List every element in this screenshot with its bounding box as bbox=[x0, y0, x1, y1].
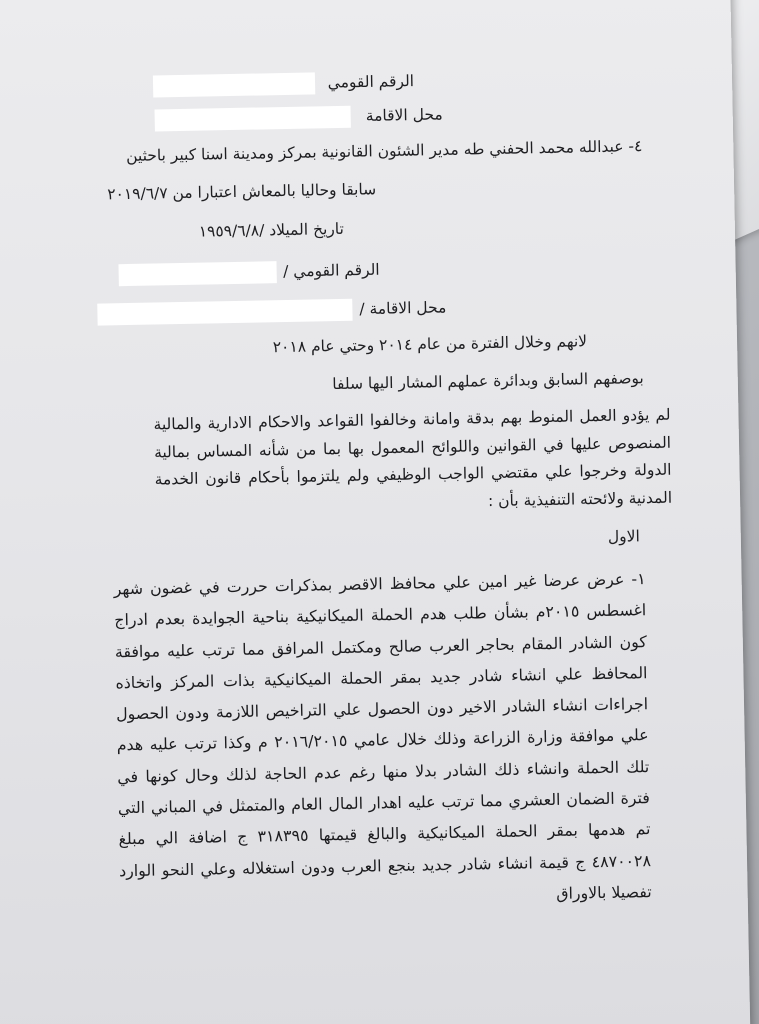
residence-line-2 bbox=[97, 297, 446, 326]
person4-birth-line: تاريخ الميلاد /١٩٥٩/٦/٨ bbox=[198, 219, 345, 241]
residence-label: محل الاقامة bbox=[365, 105, 443, 125]
period-line: لانهم وخلال الفترة من عام ٢٠١٤ وحتي عام ٢٠١٨ bbox=[272, 332, 588, 357]
national-id-line-1 bbox=[153, 70, 415, 97]
residence-line-1 bbox=[155, 104, 443, 132]
redaction-box bbox=[155, 106, 351, 132]
charge-item-1: ١- عرض عرضا غير امين علي محافظ الاقصر بمذكرات حررت في غضون شهر اغسطس ٢٠١٥م بشأن طلب هدم الحملة الميكانيكية بناحية الجوايدة بعدم ادراج كون الشادر المقام بحاجر العرب صالح ومكتمل المرافق مما ترتب عليه موافقة المحافظ علي انشاء شادر جديد بمقر الحملة الميكانيكية بذات المركز واتخاذه اجراءات انشاء الشادر الاخير دون الحصول علي التراخيص اللازمة ودون الحصول علي موافقة وزارة الزراعة وذلك خلال عامي ٢٠١٦/٢٠١٥ م وكذا ترتب عليه هدم تلك الحملة وانشاء ذلك الشادر بدلا منها رغم عدم الحاجة لذلك وحال كونها في فترة الضمان العشري مما ترتب عليه اهدار المال العام والمتمثل في المباني التي تم هدمها بمقر الحملة الميكانيكية والبالغ قيمتها ٣١٨٣٩٥ ج اضافة الي مبلغ ٤٨٧٠٠٢٨ ج قيمة انشاء شادر جديد بنجع العرب ودون استغلاله وعلي النحو الوارد تفصيلا بالاوراق bbox=[113, 569, 652, 903]
charge-paragraph: لم يؤدو العمل المنوط بهم بدقة وامانة وخالفوا القواعد والاحكام الادارية والمالية المنصوص عليها في القوانين واللوائح المعمول بها بما من شأنه المساس بمالية الدولة وخرجوا علي مقتضي الواجب الوظيفي ولم يلتزموا بأحكام قانون الخدمة المدنية ولائحته التنفيذية بأن : bbox=[153, 405, 673, 510]
redaction-box bbox=[118, 261, 276, 286]
redaction-box bbox=[153, 72, 315, 97]
capacity-line: بوصفهم السابق وبدائرة عملهم المشار اليها سلفا bbox=[332, 369, 644, 394]
national-id-label: الرقم القومي / bbox=[282, 260, 380, 281]
national-id-label: الرقم القومي bbox=[327, 71, 415, 92]
redaction-box bbox=[97, 299, 352, 326]
person4-retirement-line: سابقا وحاليا بالمعاش اعتبارا من ٢٠١٩/٦/٧ bbox=[107, 180, 377, 204]
person4-name-line: ٤- عبدالله محمد الحفني طه مدير الشئون القانونية بمركز ومدينة اسنا كبير باحثين bbox=[125, 137, 643, 166]
section-heading: الاول bbox=[607, 527, 640, 546]
national-id-line-2 bbox=[118, 259, 380, 286]
residence-label: محل الاقامة / bbox=[359, 298, 447, 319]
